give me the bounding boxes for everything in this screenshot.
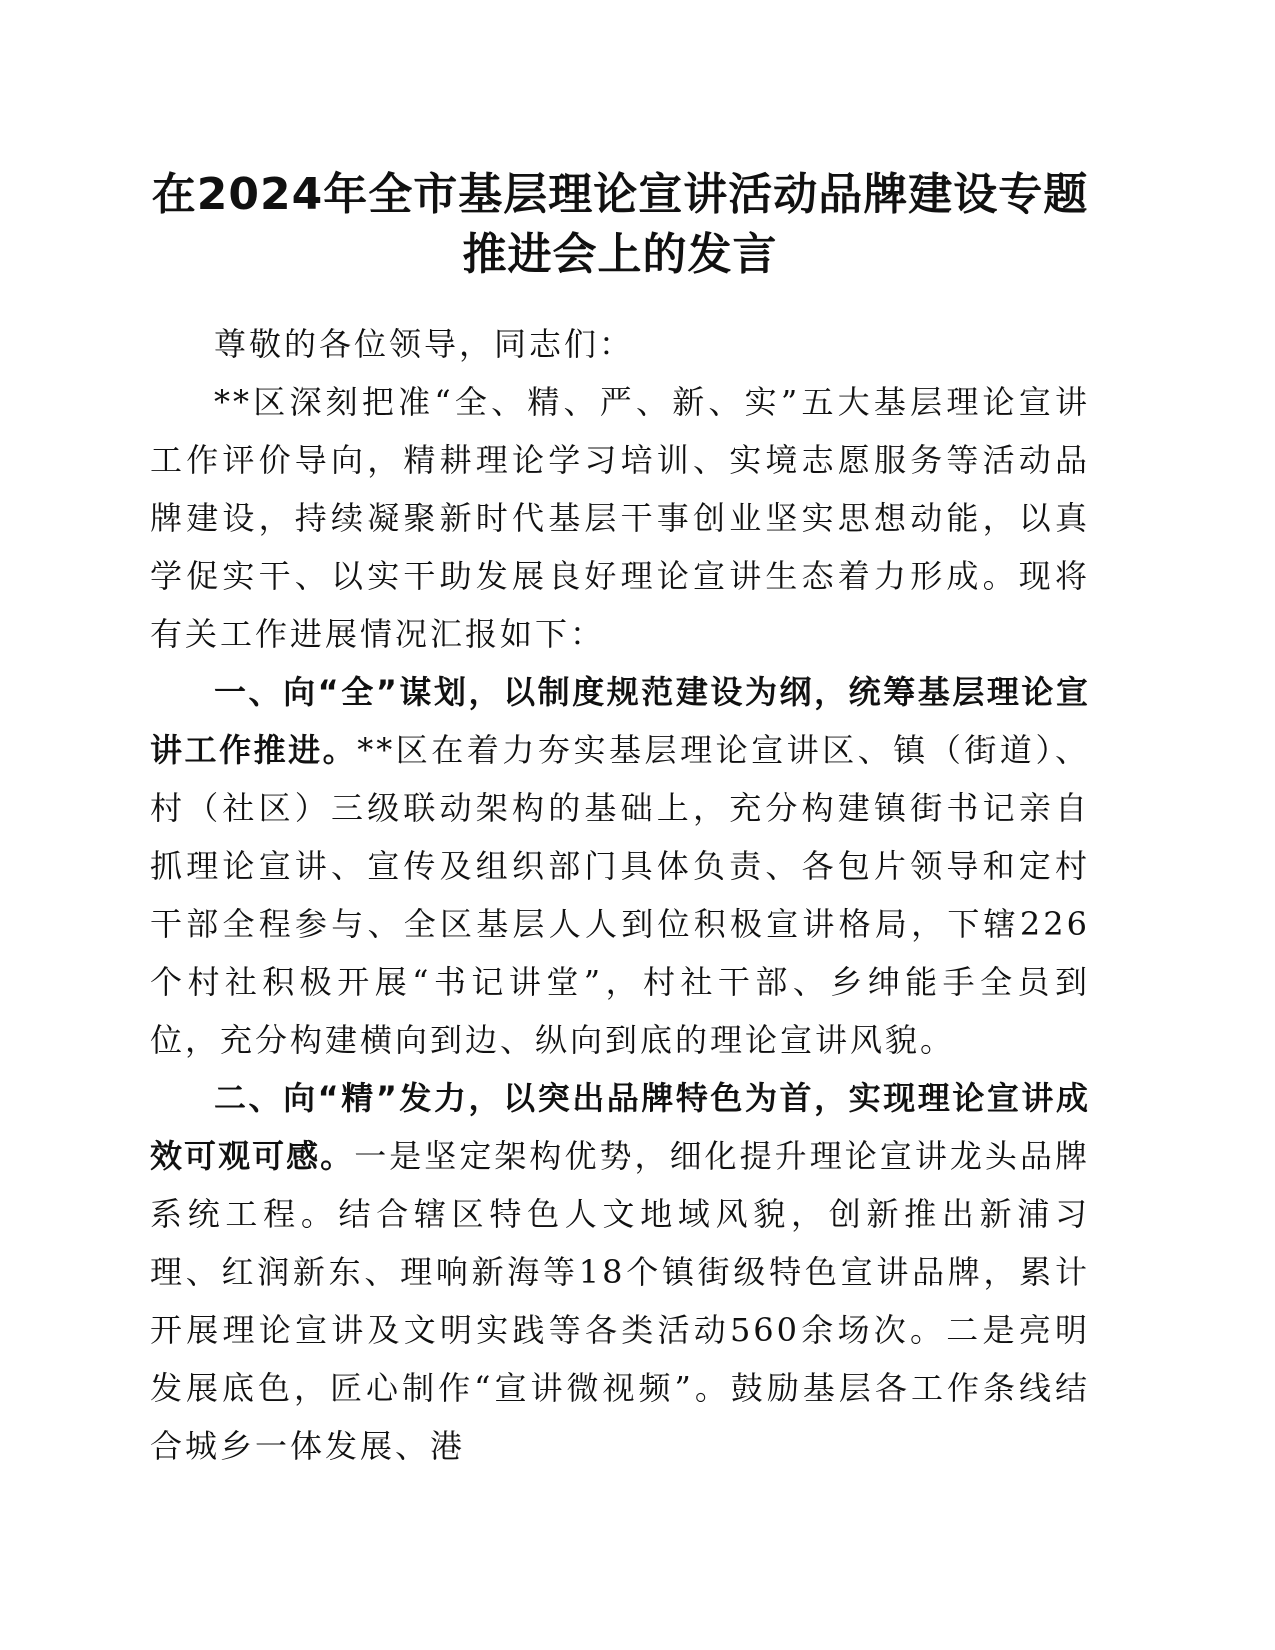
title-line-2: 推进会上的发言: [462, 229, 778, 280]
section-2-body: 一是坚定架构优势，细化提升理论宣讲龙头品牌系统工程。结合辖区特色人文地域风貌，创新推出新浦习理、红润新东、理响新海等18个镇街级特色宣讲品牌，累计开展理论宣讲及文明实践等各类活动560余场次。二是亮明发展底色，匠心制作“宣讲微视频”。鼓励基层各工作条线结合城乡一体发展、港: [150, 1137, 1090, 1465]
section-1-paragraph: [150, 663, 1090, 1069]
greeting-paragraph: 尊敬的各位领导，同志们：: [214, 325, 635, 363]
document-body: [150, 315, 1090, 1475]
section-1-body: **区在着力夯实基层理论宣讲区、镇（街道）、村（社区）三级联动架构的基础上，充分构建镇街书记亲自抓理论宣讲、宣传及组织部门具体负责、各包片领导和定村干部全程参与、全区基层人人到位积极宣讲格局，下辖226个村社积极开展“书记讲堂”，村社干部、乡绅能手全员到位，充分构建横向到边、纵向到底的理论宣讲风貌。: [150, 731, 1090, 1059]
intro-paragraph: **区深刻把准“全、精、严、新、实”五大基层理论宣讲工作评价导向，精耕理论学习培训、实境志愿服务等活动品牌建设，持续凝聚新时代基层干事创业坚实思想动能，以真学促实干、以实干助发展良好理论宣讲生态着力形成。现将有关工作进展情况汇报如下：: [150, 383, 1090, 653]
title-line-1: 在2024年全市基层理论宣讲活动品牌建设专题: [151, 169, 1089, 220]
section-2-heading: 二、向“精”发力，以突出品牌特色为首，实现理论宣讲成效可观可感。: [150, 1079, 1090, 1175]
document-page: [150, 165, 1090, 1475]
section-1-heading: 一、向“全”谋划，以制度规范建设为纲，统筹基层理论宣讲工作推进。: [150, 673, 1090, 769]
document-title: [150, 165, 1090, 285]
section-2-paragraph: [150, 1069, 1090, 1475]
